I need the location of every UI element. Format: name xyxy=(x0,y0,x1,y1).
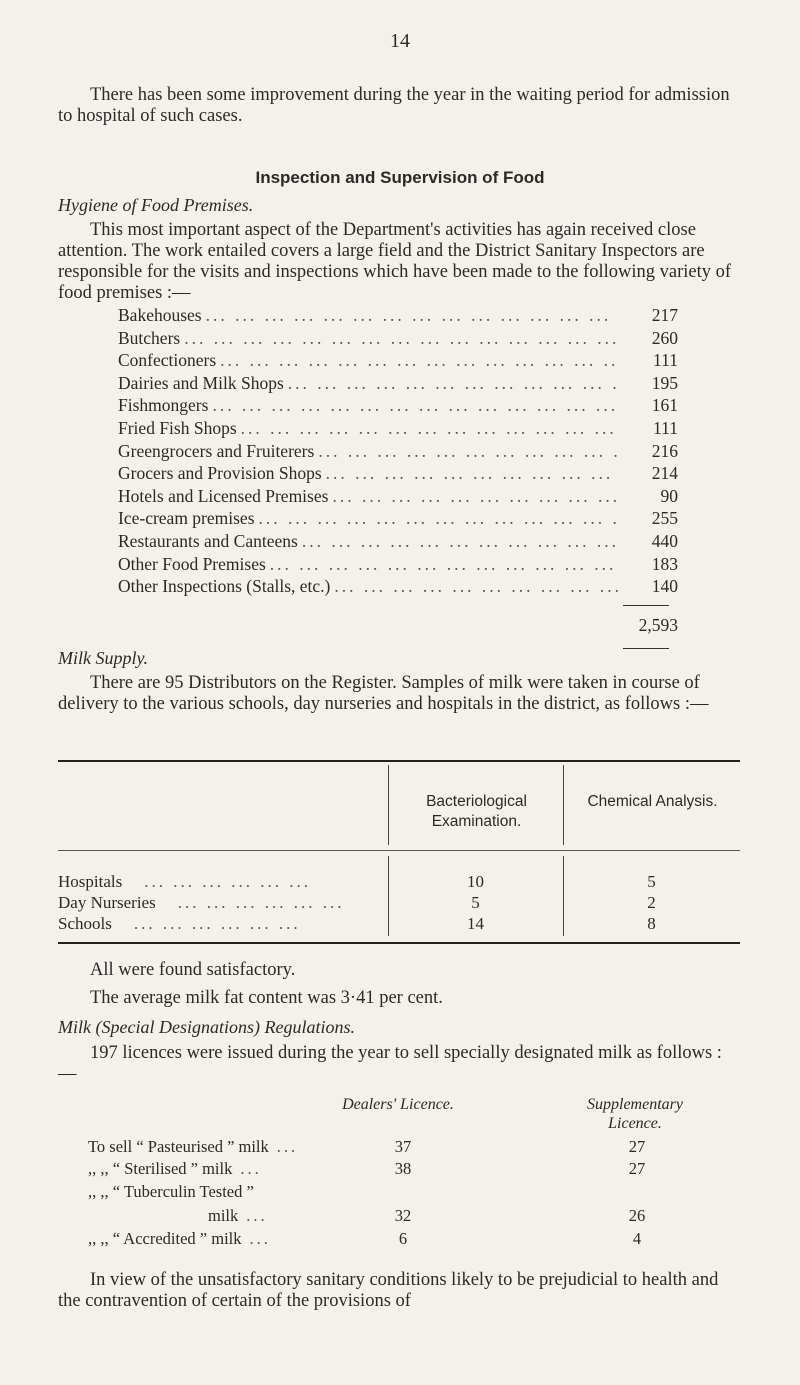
leader-dots xyxy=(322,463,618,484)
premises-row xyxy=(118,486,678,509)
table-top-rule xyxy=(58,760,740,762)
chemical-count: 5 xyxy=(647,872,656,891)
licence-row xyxy=(88,1137,688,1159)
premises-row xyxy=(118,350,678,373)
leader-dots xyxy=(314,441,618,462)
leader-dots: ... ... ... ... ... ... xyxy=(133,914,301,933)
premises-count: 111 xyxy=(653,350,678,371)
premises-row xyxy=(118,508,678,531)
regulations-subtitle: Milk (Special Designations) Regulations. xyxy=(58,1017,355,1037)
dealers-count: 32 xyxy=(394,1206,412,1225)
row-label: Day Nurseries xyxy=(58,893,156,912)
header-chemical: Chemical Analysis. xyxy=(587,793,718,810)
licence-row xyxy=(88,1159,688,1181)
premises-count: 255 xyxy=(651,508,678,529)
premises-count: 216 xyxy=(651,440,678,461)
premises-count: 440 xyxy=(651,530,678,551)
leader-dots xyxy=(208,395,618,416)
licence-row xyxy=(88,1206,688,1228)
chemical-count: 8 xyxy=(647,914,656,933)
leader-dots xyxy=(284,373,618,394)
hygiene-subtitle: Hygiene of Food Premises. xyxy=(58,195,254,215)
licence-row xyxy=(88,1229,688,1251)
licence-label-wrap xyxy=(208,1206,268,1226)
premises-count: 90 xyxy=(660,485,678,506)
premises-row xyxy=(118,441,678,464)
premises-row xyxy=(118,418,678,441)
supplementary-count: 27 xyxy=(628,1137,646,1156)
premises-row xyxy=(118,463,678,486)
table-header-rule xyxy=(58,850,740,851)
premises-label: Butchers xyxy=(118,327,181,348)
bacteriological-count: 10 xyxy=(467,872,484,891)
bacteriological-count: 5 xyxy=(471,893,480,912)
dealers-count: 37 xyxy=(394,1137,412,1156)
total-rule-bottom xyxy=(623,648,669,649)
leader-dots xyxy=(266,554,618,575)
table-divider-2 xyxy=(563,765,564,845)
milk-supply-subtitle: Milk Supply. xyxy=(58,648,148,668)
section-title: Inspection and Supervision of Food xyxy=(255,168,545,187)
premises-count: 260 xyxy=(651,327,678,348)
premises-label: Greengrocers and Fruiterers xyxy=(118,440,315,461)
premises-label: Other Food Premises xyxy=(118,553,266,574)
intro-paragraph: There has been some improvement during the year in the waiting period for admission to hospital of such cases. xyxy=(58,85,730,126)
header-bacteriological: Bacteriological Examination. xyxy=(426,793,527,830)
licence-label: ,, ,, “ Sterilised ” milk xyxy=(88,1159,233,1178)
premises-label: Bakehouses xyxy=(118,305,202,325)
premises-label: Hotels and Licensed Premises xyxy=(118,485,329,506)
premises-label: Other Inspections (Stalls, etc.) xyxy=(118,576,331,597)
hygiene-paragraph: This most important aspect of the Department's activities has again received close attention. The work entailed covers a large field and the District Sanitary Inspectors are responsible for the visits and inspections which have been made to the following variety of food premises :— xyxy=(58,220,732,303)
premises-count: 183 xyxy=(651,553,678,574)
table-divider-1 xyxy=(388,765,389,845)
dealers-count: 6 xyxy=(398,1229,408,1248)
premises-row xyxy=(118,576,678,599)
milk-supply-paragraph: There are 95 Distributors on the Register. Samples of milk were taken in course of delivery to the various schools, day nurseries and hospitals in the district, as follows :— xyxy=(58,673,709,714)
premises-count: 140 xyxy=(651,576,678,597)
supplementary-count: 27 xyxy=(628,1159,646,1178)
premises-row xyxy=(118,305,678,328)
leader-dots: ... ... ... ... ... ... xyxy=(144,872,311,891)
header-dealers-licence: Dealers' Licence. xyxy=(342,1096,454,1113)
premises-label: Fried Fish Shops xyxy=(118,417,237,438)
licence-label: To sell “ Pasteurised ” milk xyxy=(88,1137,269,1156)
premises-label: Dairies and Milk Shops xyxy=(118,372,284,393)
leader-dots: ... xyxy=(246,1206,268,1225)
leader-dots xyxy=(255,508,618,529)
leader-dots xyxy=(298,531,618,552)
leader-dots: ... xyxy=(249,1229,271,1248)
table-row xyxy=(58,914,740,935)
total-rule-top xyxy=(623,605,669,606)
leader-dots xyxy=(180,328,618,349)
closing-paragraph: In view of the unsatisfactory sanitary conditions likely to be prejudicial to health and the contravention of certain of the provisions of xyxy=(58,1270,719,1311)
table-row xyxy=(58,893,740,914)
header-supplementary-licence: Supplementary Licence. xyxy=(587,1096,683,1132)
leader-dots: ... ... ... ... ... ... xyxy=(177,893,345,912)
premises-label: Confectioners xyxy=(118,350,217,371)
row-label-wrap xyxy=(58,872,380,892)
licence-label-wrap xyxy=(88,1182,254,1202)
premises-row xyxy=(118,395,678,418)
row-label-wrap xyxy=(58,893,380,913)
premises-row xyxy=(118,531,678,554)
premises-total: 2,593 xyxy=(638,615,678,635)
leader-dots xyxy=(216,350,618,371)
premises-label: Restaurants and Canteens xyxy=(118,530,298,551)
licence-label: ,, ,, “ Tuberculin Tested ” xyxy=(88,1182,254,1201)
premises-count: 217 xyxy=(651,305,678,325)
licence-label-wrap xyxy=(88,1137,298,1157)
licence-row xyxy=(88,1182,688,1204)
table-row xyxy=(58,872,740,893)
satisfactory-note: All were found satisfactory. xyxy=(90,960,296,980)
licence-label-wrap xyxy=(88,1159,262,1179)
premises-count: 111 xyxy=(653,417,678,438)
premises-row xyxy=(118,554,678,577)
supplementary-count: 4 xyxy=(632,1229,642,1248)
dealers-count: 38 xyxy=(394,1159,412,1178)
leader-dots: ... xyxy=(240,1159,262,1178)
chemical-count: 2 xyxy=(647,893,656,912)
bacteriological-count: 14 xyxy=(467,914,484,933)
premises-label: Ice-cream premises xyxy=(118,508,255,529)
premises-label: Fishmongers xyxy=(118,395,209,416)
fat-content-note: The average milk fat content was 3·41 per cent. xyxy=(90,988,443,1008)
premises-count: 195 xyxy=(651,372,678,393)
page-number: 14 xyxy=(390,30,410,52)
premises-label: Grocers and Provision Shops xyxy=(118,463,322,484)
licence-label-wrap xyxy=(88,1229,271,1249)
leader-dots xyxy=(328,486,618,507)
leader-dots xyxy=(330,576,618,597)
row-label: Schools xyxy=(58,914,112,933)
licence-label: milk xyxy=(208,1206,239,1225)
premises-list xyxy=(118,305,678,599)
premises-row xyxy=(118,328,678,351)
supplementary-count: 26 xyxy=(628,1206,646,1225)
leader-dots xyxy=(237,418,618,439)
premises-count: 161 xyxy=(651,395,678,416)
table-bottom-rule xyxy=(58,942,740,944)
premises-row xyxy=(118,373,678,396)
regulations-paragraph: 197 licences were issued during the year to sell specially designated milk as follows :— xyxy=(58,1043,722,1084)
premises-count: 214 xyxy=(651,463,678,484)
row-label: Hospitals xyxy=(58,872,123,891)
leader-dots xyxy=(202,305,618,326)
leader-dots: ... xyxy=(276,1137,299,1156)
row-label-wrap xyxy=(58,914,380,934)
licence-label: ,, ,, “ Accredited ” milk xyxy=(88,1229,242,1248)
